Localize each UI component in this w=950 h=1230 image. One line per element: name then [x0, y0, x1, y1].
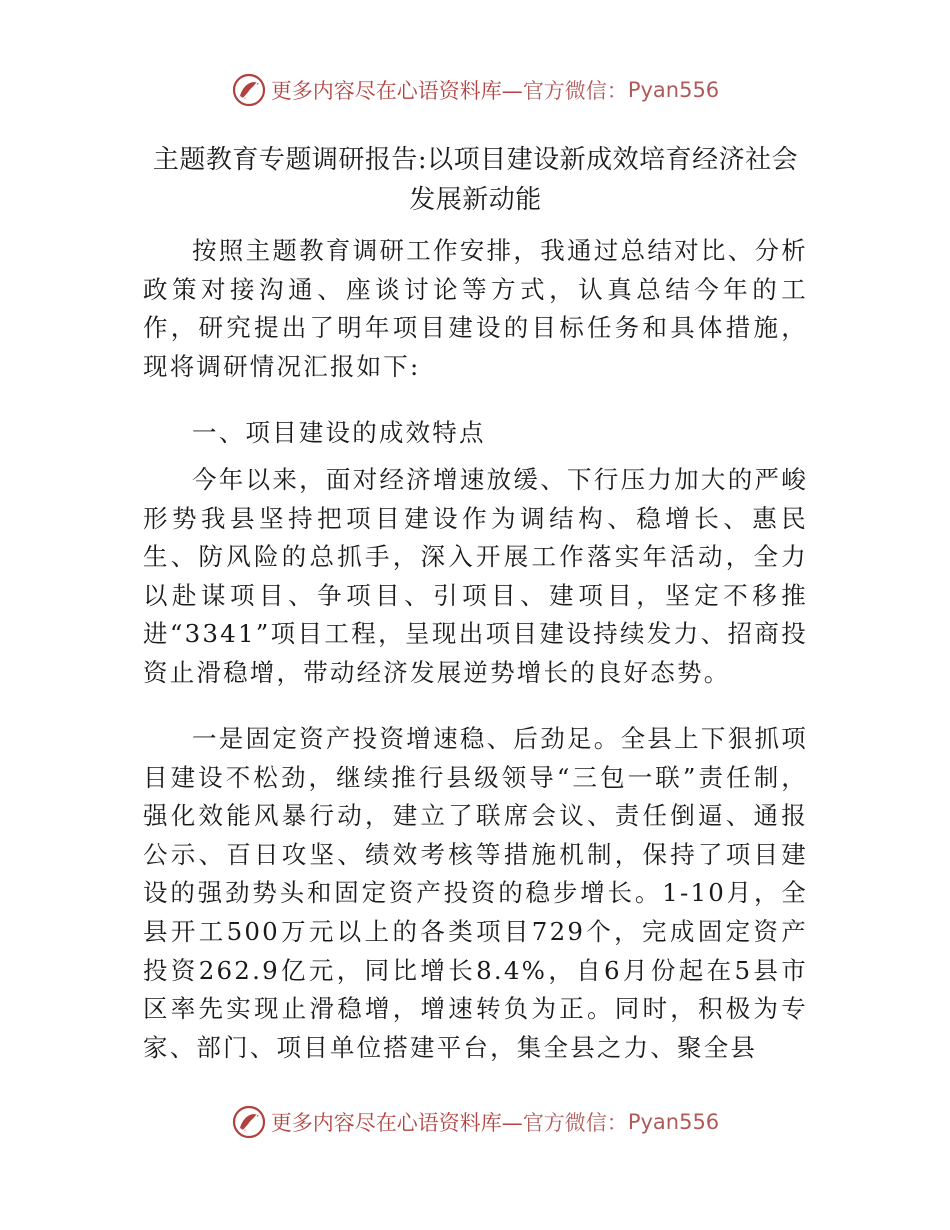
document-title: 主题教育专题调研报告:以项目建设新成效培育经济社会发展新动能: [152, 145, 799, 215]
banner-text: 更多内容尽在心语资料库—: [270, 1111, 523, 1135]
brand-logo-icon: [231, 72, 267, 108]
top-watermark-banner: [0, 68, 950, 112]
bottom-watermark-banner: [0, 1100, 950, 1144]
banner-wechat-label: 官方微信：: [522, 79, 628, 103]
banner-text: 更多内容尽在心语资料库—: [270, 79, 523, 103]
intro-paragraph: 按照主题教育调研工作安排，我通过总结对比、分析政策对接沟通、座谈讨论等方式，认真总结今年的工作，研究提出了明年项目建设的目标任务和具体措施，现将调研情况汇报如下:: [143, 236, 808, 381]
body-paragraph: 一是固定资产投资增速稳、后劲足。全县上下狠抓项目建设不松劲，继续推行县级领导“三包一联”责任制，强化效能风暴行动，建立了联席会议、责任倒逼、通报公示、百日攻坚、绩效考核等措施机制，保持了项目建设的强劲势头和固定资产投资的稳步增长。1-10月，全县开工500万元以上的各类项目729个，完成固定资产投资262.9亿元，同比增长8.4%，自6月份起在5县市区率先实现止滑稳增，增速转负为正。同时，积极为专家、部门、项目单位搭建平台，集全县之力、聚全县: [143, 724, 808, 1062]
body-paragraph: 今年以来，面对经济增速放缓、下行压力加大的严峻形势我县坚持把项目建设作为调结构、稳增长、惠民生、防风险的总抓手，深入开展工作落实年活动，全力以赴谋项目、争项目、引项目、建项目，坚定不移推进“3341”项目工程，呈现出项目建设持续发力、招商投资止滑稳增，带动经济发展逆势增长的良好态势。: [143, 465, 808, 687]
banner-wechat-id: Pyan556: [627, 1110, 720, 1134]
banner-wechat-id: Pyan556: [627, 78, 720, 102]
banner-wechat-label: 官方微信：: [522, 1111, 628, 1135]
section-heading: 一、项目建设的成效特点: [192, 418, 486, 447]
brand-logo-icon: [231, 1104, 267, 1140]
